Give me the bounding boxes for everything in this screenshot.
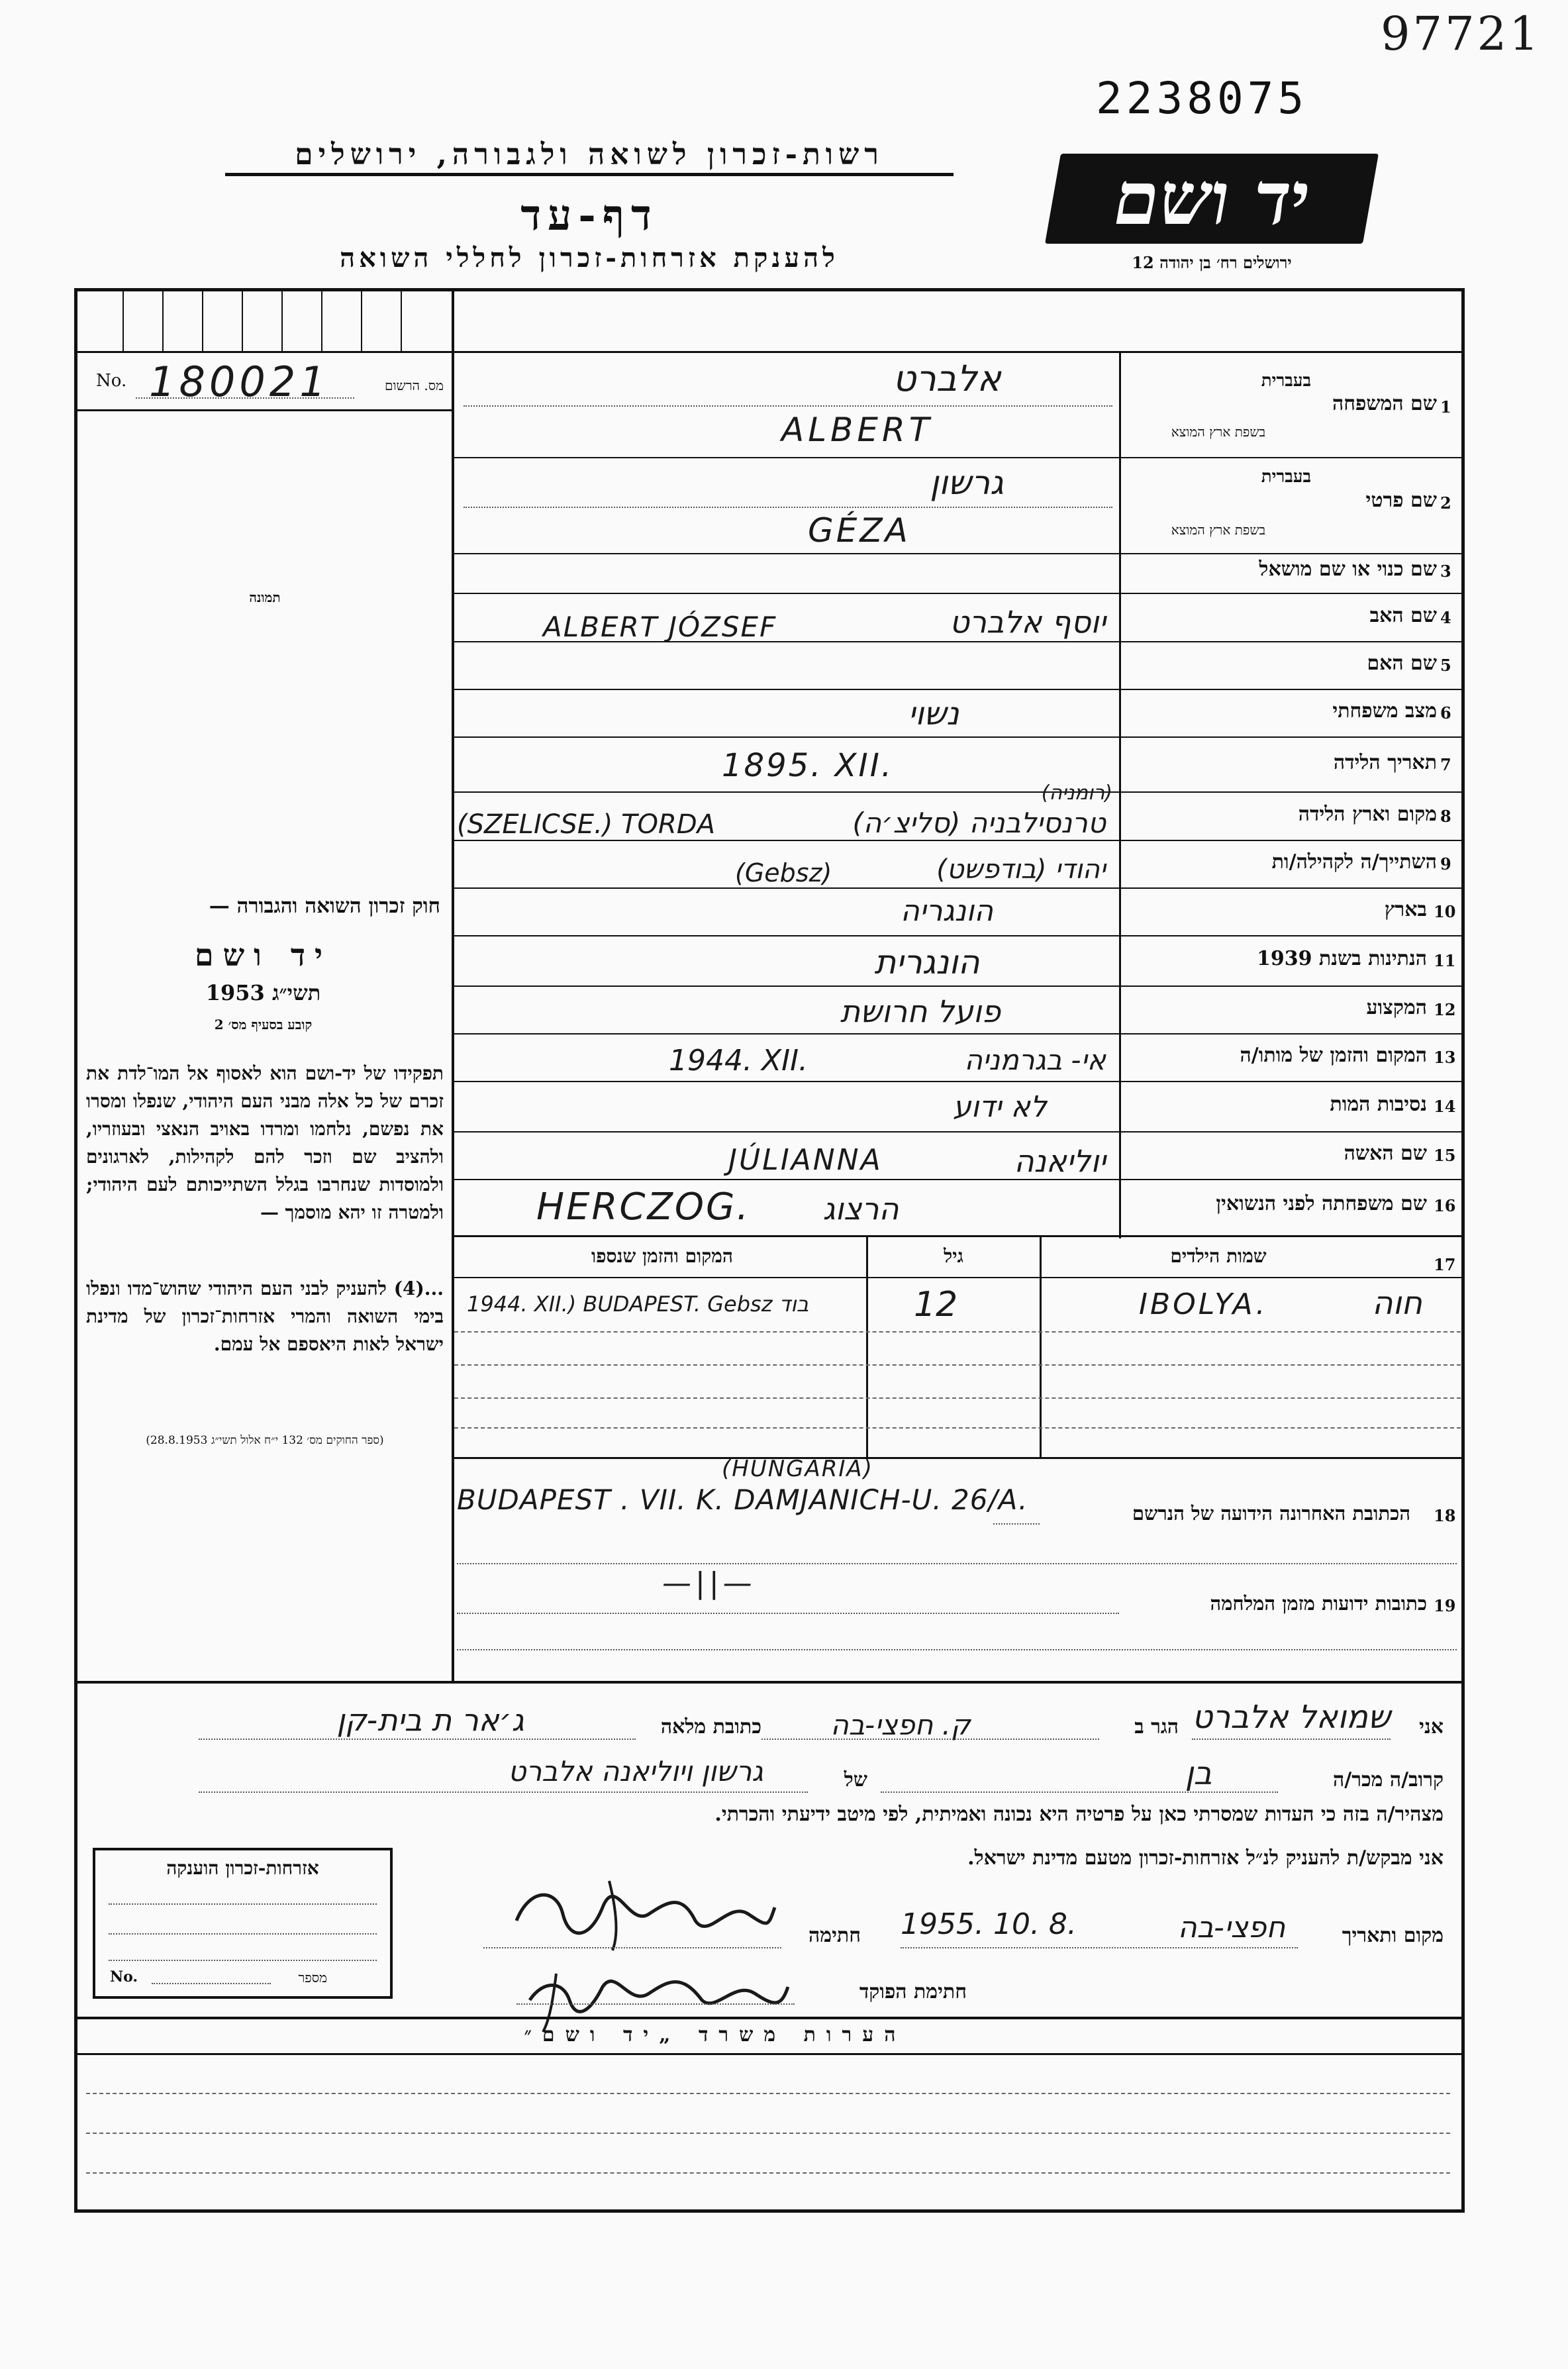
child-1-name-latin: IBOLYA. <box>1139 1287 1268 1321</box>
declaration-relative: קרוב/ה מכר/ה <box>1333 1768 1444 1791</box>
field-9-number: 9 <box>1440 854 1451 874</box>
header-address: ירושלים רח׳ בן יהודה 12 <box>1132 253 1292 272</box>
field-1-sub-origin: בשפת ארץ המוצא <box>1171 424 1266 440</box>
declaration-full-address-value: ג׳אר ת בית-קן <box>336 1702 524 1738</box>
field-11-value: הונגרית <box>874 943 980 982</box>
field-7-value: 1895. XII. <box>722 747 894 784</box>
field-19-label: כתובות ידועות מזמן המלחמה <box>1210 1592 1427 1615</box>
field-17-number: 17 <box>1434 1255 1456 1274</box>
field-11-number: 11 <box>1434 951 1456 970</box>
field-11-label: הנתינות בשנת 1939 <box>1256 947 1427 970</box>
registration-label: מס. הרשום <box>384 378 444 393</box>
child-1-name-hebrew: חוה <box>1372 1285 1422 1322</box>
stamp-box-title: אזרחות-זכרון הוענקה <box>166 1857 319 1879</box>
field-8-number: 8 <box>1440 807 1451 826</box>
children-col-place: המקום והזמן שנספו <box>591 1245 733 1267</box>
declaration-iam: אני <box>1419 1715 1444 1739</box>
field-8-label: מקום וארץ הלידה <box>1298 803 1437 826</box>
form-title: דף-עד <box>520 191 658 240</box>
field-7-label: תאריך הלידה <box>1333 751 1437 774</box>
field-14-number: 14 <box>1434 1097 1456 1116</box>
authority-title: רשות-זכרון לשואה ולגבורה, ירושלים <box>225 138 954 176</box>
field-4-label: שם האב <box>1369 604 1437 627</box>
field-12-label: המקצוע <box>1366 996 1427 1019</box>
declaration-statement: מצהיר/ה בזה כי העדות שמסרתי כאן על פרטיה היא נכונה ואמיתית, לפי מיטב ידיעתי והכרתי. <box>714 1803 1444 1826</box>
yad-vashem-logo: יד ושם <box>1045 154 1379 244</box>
field-16-number: 16 <box>1434 1196 1456 1215</box>
child-1-age: 12 <box>914 1285 958 1325</box>
field-18-value: BUDAPEST . VII. K. DAMJANICH-U. 26/A. <box>457 1484 1028 1516</box>
field-18-note: (HUNGARIA) <box>722 1456 873 1482</box>
law-title: חוק זכרון השואה והגבורה — <box>209 894 440 918</box>
field-8-value-note: (רומניה) <box>1041 781 1112 805</box>
field-16-label: שם משפחתה לפני הנשואין <box>1216 1192 1427 1215</box>
field-1-value-origin: ALBERT <box>781 411 934 449</box>
field-9-label: השתייך/ה לקהילה/ות <box>1271 850 1437 874</box>
declaration-place-value: חפצי-בה <box>1177 1911 1286 1944</box>
field-6-value: נשוי <box>908 695 959 732</box>
field-6-label: מצב משפחתי <box>1332 699 1437 723</box>
field-5-label: שם האם <box>1367 652 1437 675</box>
law-name: יד ושם <box>194 937 332 973</box>
declaration-signature-label: חתימה <box>808 1924 861 1947</box>
field-8-value-latin: (SZELICSE.) TORDA <box>457 809 715 840</box>
child-1-place: 1944. XII.) BUDAPEST. Gebsz בוד <box>467 1291 809 1317</box>
field-18-label: הכתובת האחרונה הידועה של הנרשם <box>1132 1502 1410 1525</box>
law-year: תשי״ג 1953 <box>205 980 321 1005</box>
field-15-label: שם האשה <box>1344 1142 1427 1165</box>
law-body: תפקידו של יד-ושם הוא לאסוף אל המו־לדת את זכרם של כל אלה מבני העם היהודי, שנפלו ומסרו את נפשם, נלחמו ומרדו באויב הנאצי ובעוזריו, ולהציב שם וזכר להם לקהילות, לארגונים ולמוסדות שנחרבו בגלל השתייכותם לעם היהודי; ולמטרה זו יהא מוסמך — <box>86 1062 444 1223</box>
official-signature <box>516 1954 795 2033</box>
field-2-label: שם פרטי <box>1365 489 1437 512</box>
stamp-box-number-label: מספר <box>298 1970 327 1986</box>
witness-signature <box>503 1868 781 1954</box>
field-15-value-latin: JÚLIANNA <box>728 1143 883 1177</box>
field-14-label: נסיבות המות <box>1330 1093 1427 1116</box>
field-14-value: לא ידוע <box>953 1090 1047 1124</box>
field-3-label: שם כנוי או שם מושאל <box>1259 558 1437 581</box>
declaration-resides: הגר ב <box>1134 1715 1179 1739</box>
field-9-value-latin: (Gebsz) <box>735 858 832 887</box>
field-12-value: פועל חרושת <box>840 993 1001 1029</box>
field-5-number: 5 <box>1440 656 1451 675</box>
field-2-number: 2 <box>1440 493 1451 513</box>
children-col-age: גיל <box>944 1245 963 1267</box>
field-1-sub-hebrew: בעברית <box>1261 371 1311 391</box>
field-13-value-hebrew: אי- בגרמניה <box>964 1044 1106 1076</box>
field-13-value-latin: 1944. XII. <box>669 1044 808 1078</box>
field-10-label: בארץ <box>1384 898 1427 921</box>
field-2-value-hebrew: גרשון <box>930 464 1004 502</box>
field-2-value-origin: GÉZA <box>808 511 910 550</box>
remarks-title: הערות משרד „יד ושם״ <box>524 2023 906 2046</box>
declaration-full-address: כתובת מלאה <box>660 1715 761 1739</box>
field-3-number: 3 <box>1440 562 1451 581</box>
field-1-value-hebrew: אלברט <box>893 358 1001 399</box>
field-10-number: 10 <box>1434 902 1456 921</box>
field-2-sub-origin: בשפת ארץ המוצא <box>1171 522 1266 538</box>
declaration-iam-value: שמואל אלברט <box>1192 1699 1391 1736</box>
field-15-value-hebrew: יוליאנה <box>1014 1143 1106 1179</box>
field-1-number: 1 <box>1440 397 1451 417</box>
registration-no-prefix: No. <box>96 371 127 391</box>
field-7-number: 7 <box>1440 755 1451 774</box>
law-clause-4: ...(4) להעניק לבני העם היהודי שהוש־מדו ונפלו בימי השואה והמרי אזרחות־זכרון של מדינת ישראל לאות היאספם אל עמם. <box>86 1278 444 1355</box>
stamp-box-number-prefix: No. <box>110 1968 138 1986</box>
field-10-value: הונגריה <box>901 894 993 928</box>
field-1-label: שם המשפחה <box>1332 392 1437 415</box>
field-2-sub-hebrew: בעברית <box>1261 467 1311 487</box>
field-8-value-hebrew: טרנסילבניה (סליצ׳ה) <box>852 807 1106 839</box>
field-19-number: 19 <box>1434 1596 1456 1615</box>
field-19-value: —||— <box>662 1566 756 1600</box>
official-signature-label: חתימת הפוקד <box>859 1980 967 2003</box>
field-16-value-latin: HERCZOG. <box>536 1185 751 1229</box>
law-source: (ספר החוקים מס׳ 132 י״ח אלול תשי״ג 28.8.1953) <box>146 1434 384 1447</box>
children-col-name: שמות הילדים <box>1170 1245 1267 1267</box>
declaration-date-value: 1955. 10. 8. <box>901 1907 1077 1941</box>
declaration-request: אני מבקש/ת להעניק לנ״ל אזרחות-זכרון מטעם מדינת ישראל. <box>967 1846 1444 1870</box>
field-16-value-hebrew: הרצוג <box>822 1191 899 1227</box>
field-18-number: 18 <box>1434 1506 1456 1525</box>
field-6-number: 6 <box>1440 703 1451 723</box>
field-15-number: 15 <box>1434 1146 1456 1165</box>
field-9-value-hebrew: יהודי (בודפשט) <box>936 854 1106 885</box>
photo-label: תמונה <box>249 589 281 605</box>
field-4-value-latin: ALBERT JÓZSEF <box>543 611 777 643</box>
archive-number: 97721 <box>1381 7 1542 61</box>
declaration-relative-value: בן <box>1185 1755 1212 1792</box>
field-13-label: המקום והזמן של מותו/ה <box>1240 1044 1427 1067</box>
field-4-value-hebrew: יוסף אלברט <box>950 604 1106 640</box>
record-number: 2238075 <box>1096 73 1308 124</box>
declaration-place-date: מקום ותאריך <box>1342 1924 1444 1947</box>
declaration-resides-value: ק. חפצי-בה <box>830 1709 971 1741</box>
stamp-box <box>93 1848 393 1999</box>
form-subtitle: להענקת אזרחות-זכרון לחללי השואה <box>340 242 839 274</box>
field-12-number: 12 <box>1434 1000 1456 1019</box>
registration-value: 180021 <box>149 358 330 406</box>
declaration-of-value: גרשון ויוליאנה אלברט <box>508 1755 763 1788</box>
field-4-number: 4 <box>1440 608 1451 627</box>
law-clause: קובע בסעיף מס׳ 2 <box>214 1017 313 1033</box>
field-13-number: 13 <box>1434 1048 1456 1067</box>
declaration-of: של <box>844 1768 867 1791</box>
